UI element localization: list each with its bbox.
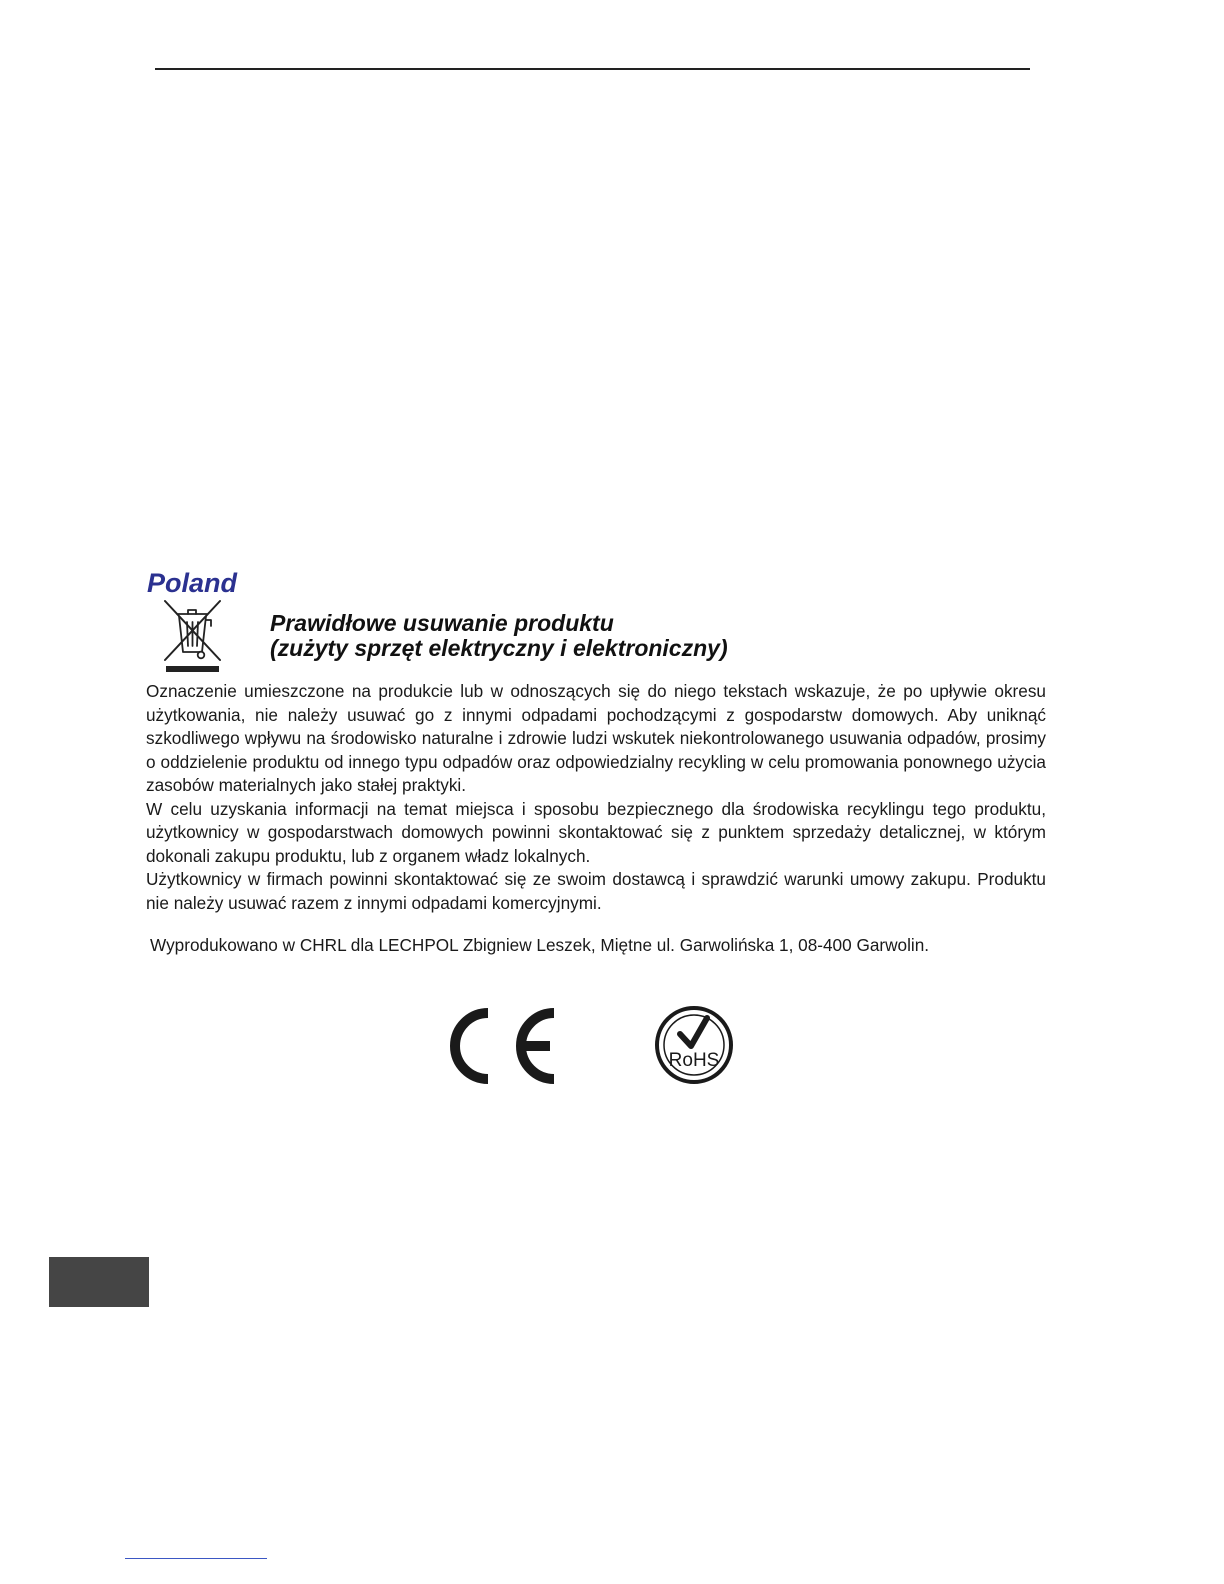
heading-line-1: Prawidłowe usuwanie produktu — [270, 610, 614, 636]
country-title: Poland — [147, 568, 238, 598]
heading-line-2: (zużyty sprzęt elektryczny i elektroniczny) — [270, 635, 728, 661]
paragraph-2: W celu uzyskania informacji na temat miejsca i sposobu bezpiecznego dla środowiska recyklingu tego produktu, użytkownicy w gospodarstwach domowych powinni skontaktować się z punktem sprzedaży detalicznej, w którym dokonali zakupu produktu, lub z organem władz lokalnych. — [146, 798, 1046, 866]
body-text — [146, 680, 1046, 915]
rohs-check-icon — [653, 1004, 735, 1086]
rohs-label: RoHS — [668, 1050, 720, 1071]
paragraph-1: Oznaczenie umieszczone na produkcie lub w odnoszących się do niego tekstach wskazuje, że po upływie okresu użytkowania, nie należy usuwać go z innymi odpadami pochodzącymi z gospodarstw domowych. Aby uniknąć szkodliwego wpływu na środowisko naturalne i zdrowie ludzi wskutek niekontrolowanego usuwania odpadów, prosimy o oddzielenie produktu od innego typu odpadów oraz odpowiedzialny recykling w celu promowania ponownego użycia zasobów materialnych jako stałej praktyki. — [146, 681, 1046, 795]
page-tab-marker — [49, 1257, 149, 1307]
paragraph-3: Użytkownicy w firmach powinni skontaktować się ze swoim dostawcą i sprawdzić warunki umowy zakupu. Produktu nie należy usuwać razem z innymi odpadami komercyjnymi. — [146, 869, 1046, 913]
manufacturer-info: Wyprodukowano w CHRL dla LECHPOL Zbigniew Leszek, Miętne ul. Garwolińska 1, 08-400 Garwolin. — [150, 935, 930, 955]
bottom-link-underline — [125, 1558, 267, 1559]
weee-bin-icon — [160, 598, 226, 676]
top-divider — [155, 68, 1030, 70]
ce-mark-icon — [450, 1006, 560, 1086]
section-heading — [270, 611, 728, 661]
